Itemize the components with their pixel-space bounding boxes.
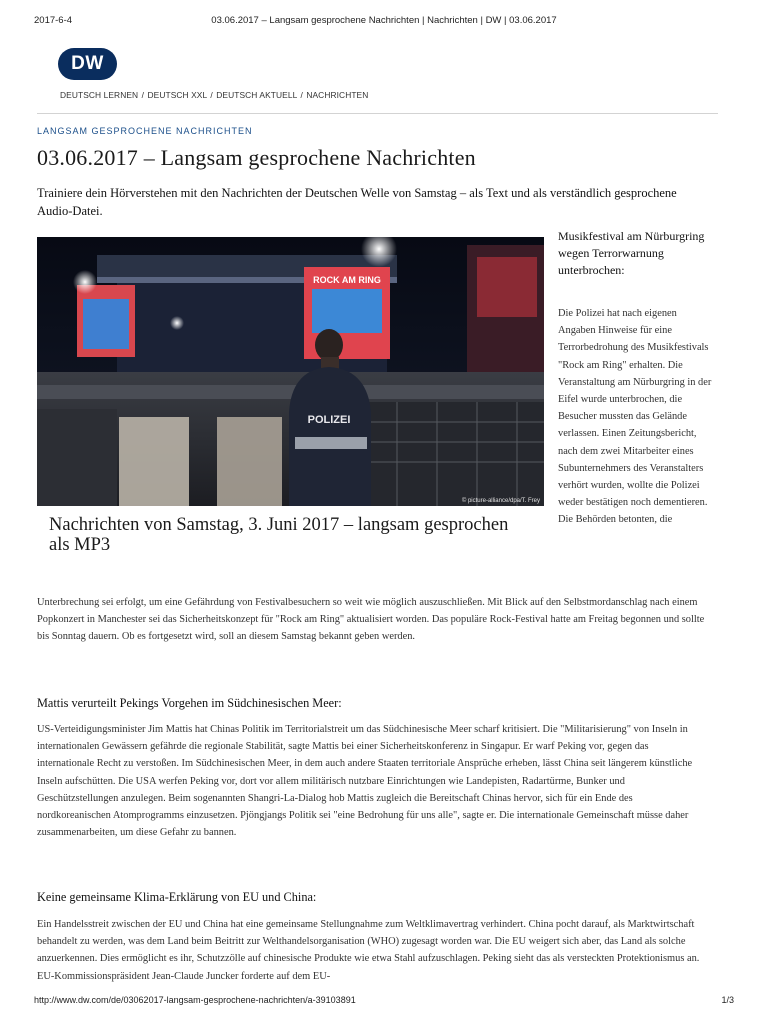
page-number: 1/3 (721, 995, 734, 1005)
photo-credit: © picture-alliance/dpa/T. Frey (461, 498, 540, 504)
print-page-title: 03.06.2017 – Langsam gesprochene Nachrichten | Nachrichten | DW | 03.06.2017 (211, 15, 557, 26)
section-heading-musikfestival: Musikfestival am Nürburgring wegen Terrorwarnung unterbrochen: (558, 229, 705, 277)
breadcrumb-item-deutsch-aktuell[interactable]: DEUTSCH AKTUELL (216, 90, 298, 100)
section-text-mattis: US-Verteidigungsminister Jim Mattis hat Chinas Politik im Territorialstreit um das Südchinesische Meer scharf kritisiert. Die "Militarisierung" von Inseln in internationalen Gewässern gefährde die regionale Stabilität, sagte Mattis bei einer Sicherheitskonferenz in Singapur. Er warf Peking vor, gegen das internationale Recht zu verstoßen. Im Südchinesischen Meer, in dem auch andere Staaten territoriale Ansprüche erheben, lässt China seit längerem künstliche Inseln aufschütten. Die USA werfen Peking vor, dort vor allem militärisch nutzbare Einrichtungen wie Landepisten, Radartürme, Bunker und Geschützstellungen anzulegen. Beim sogenannten Shangri-La-Dialog hob Mattis zugleich die Bereitschaft Chinas hervor, sich für ein Ende des nordkoreanischen Atomprogramms einzusetzen. Pjöngjangs Politik sei "eine Bedrohung für uns alle", sagte er. Die internationale Gemeinschaft müsse daher zusammenarbeiten, um diese Gefahr zu bannen. (37, 724, 693, 839)
dw-logo[interactable]: DW (58, 48, 117, 80)
breadcrumb-item-deutsch-xxl[interactable]: DEUTSCH XXL (147, 90, 207, 100)
section-text-musikfestival-part1: Die Polizei hat nach eigenen Angaben Hinweise für eine Terrorbedrohung des Musikfestivals "Rock am Ring" erhalten. Die Veranstaltung am Nürburgring in der Eifel wurde unterbrochen, die Besucher mussten das Gelände verlassen. Einen Zeitungsbericht, nach dem zwei Mitarbeiter eines Subunternehmers des Veranstalters verhört wurden, wollte die Polizei weder bestätigen noch dementieren. Die Behörden betonten, die (558, 308, 712, 526)
festival-photo (37, 237, 544, 506)
stage-sign: ROCK AM RING (313, 275, 381, 285)
section-text-musikfestival-part2: Unterbrechung sei erfolgt, um eine Gefährdung von Festivalbesuchern so weit wie möglich auszuschließen. Mit Blick auf den Selbstmordanschlag nach einem Popkonzert in Manchester sei das Sicherheitskonzept für "Rock am Ring" aktualisiert worden. Das populäre Rock-Festival hatte am Freitag begonnen und sollte bis Sonntag dauern. Ob es fortgesetzt wird, soll an diesem Samstag bekannt geben werden. (37, 597, 705, 643)
vest-label: POLIZEI (307, 414, 351, 426)
print-date: 2017-6-4 (34, 15, 73, 26)
print-footer (34, 995, 734, 1007)
audio-caption[interactable]: Nachrichten von Samstag, 3. Juni 2017 – langsam gesprochen als MP3 (49, 515, 509, 555)
page-title: 03.06.2017 – Langsam gesprochene Nachrichten (37, 145, 476, 170)
section-text-klima: Ein Handelsstreit zwischen der EU und China hat eine gemeinsame Stellungnahme zum Weltklimavertrag verhindert. China pocht darauf, als Marktwirtschaft behandelt zu werden, was dem Land beim Beitritt zur Welthandelsorganisation (WHO) zugesagt worden war. Die EU weigert sich aber, das Land als solche anzuerkennen. Dies ermöglicht es ihr, Schutzzölle auf chinesische Produkte wie etwa Stahl aufzuschlagen. Peking sieht das als versteckten Protektionismus an. EU-Kommissionspräsident Jean-Claude Juncker forderte auf dem EU- (37, 919, 700, 982)
article-image[interactable] (37, 237, 544, 506)
print-header (34, 15, 734, 29)
breadcrumb-separator: / (210, 90, 213, 100)
header-divider (37, 113, 718, 114)
section-heading-klima: Keine gemeinsame Klima-Erklärung von EU und China: (37, 890, 317, 904)
breadcrumb-item-nachrichten[interactable]: NACHRICHTEN (306, 90, 369, 100)
kicker-label[interactable]: LANGSAM GESPROCHENE NACHRICHTEN (37, 126, 253, 136)
breadcrumb-item-deutsch-lernen[interactable]: DEUTSCH LERNEN (60, 90, 139, 100)
breadcrumb (60, 90, 368, 100)
breadcrumb-separator: / (141, 90, 145, 100)
section-heading-mattis: Mattis verurteilt Pekings Vorgehen im Südchinesischen Meer: (37, 696, 342, 710)
intro-text: Trainiere dein Hörverstehen mit den Nachrichten der Deutschen Welle von Samstag – als Text und als verständlich gesprochene Audio-Datei. (37, 186, 677, 218)
print-url: http://www.dw.com/de/03062017-langsam-gesprochene-nachrichten/a-39103891 (34, 995, 356, 1005)
breadcrumb-separator: / (300, 90, 303, 100)
